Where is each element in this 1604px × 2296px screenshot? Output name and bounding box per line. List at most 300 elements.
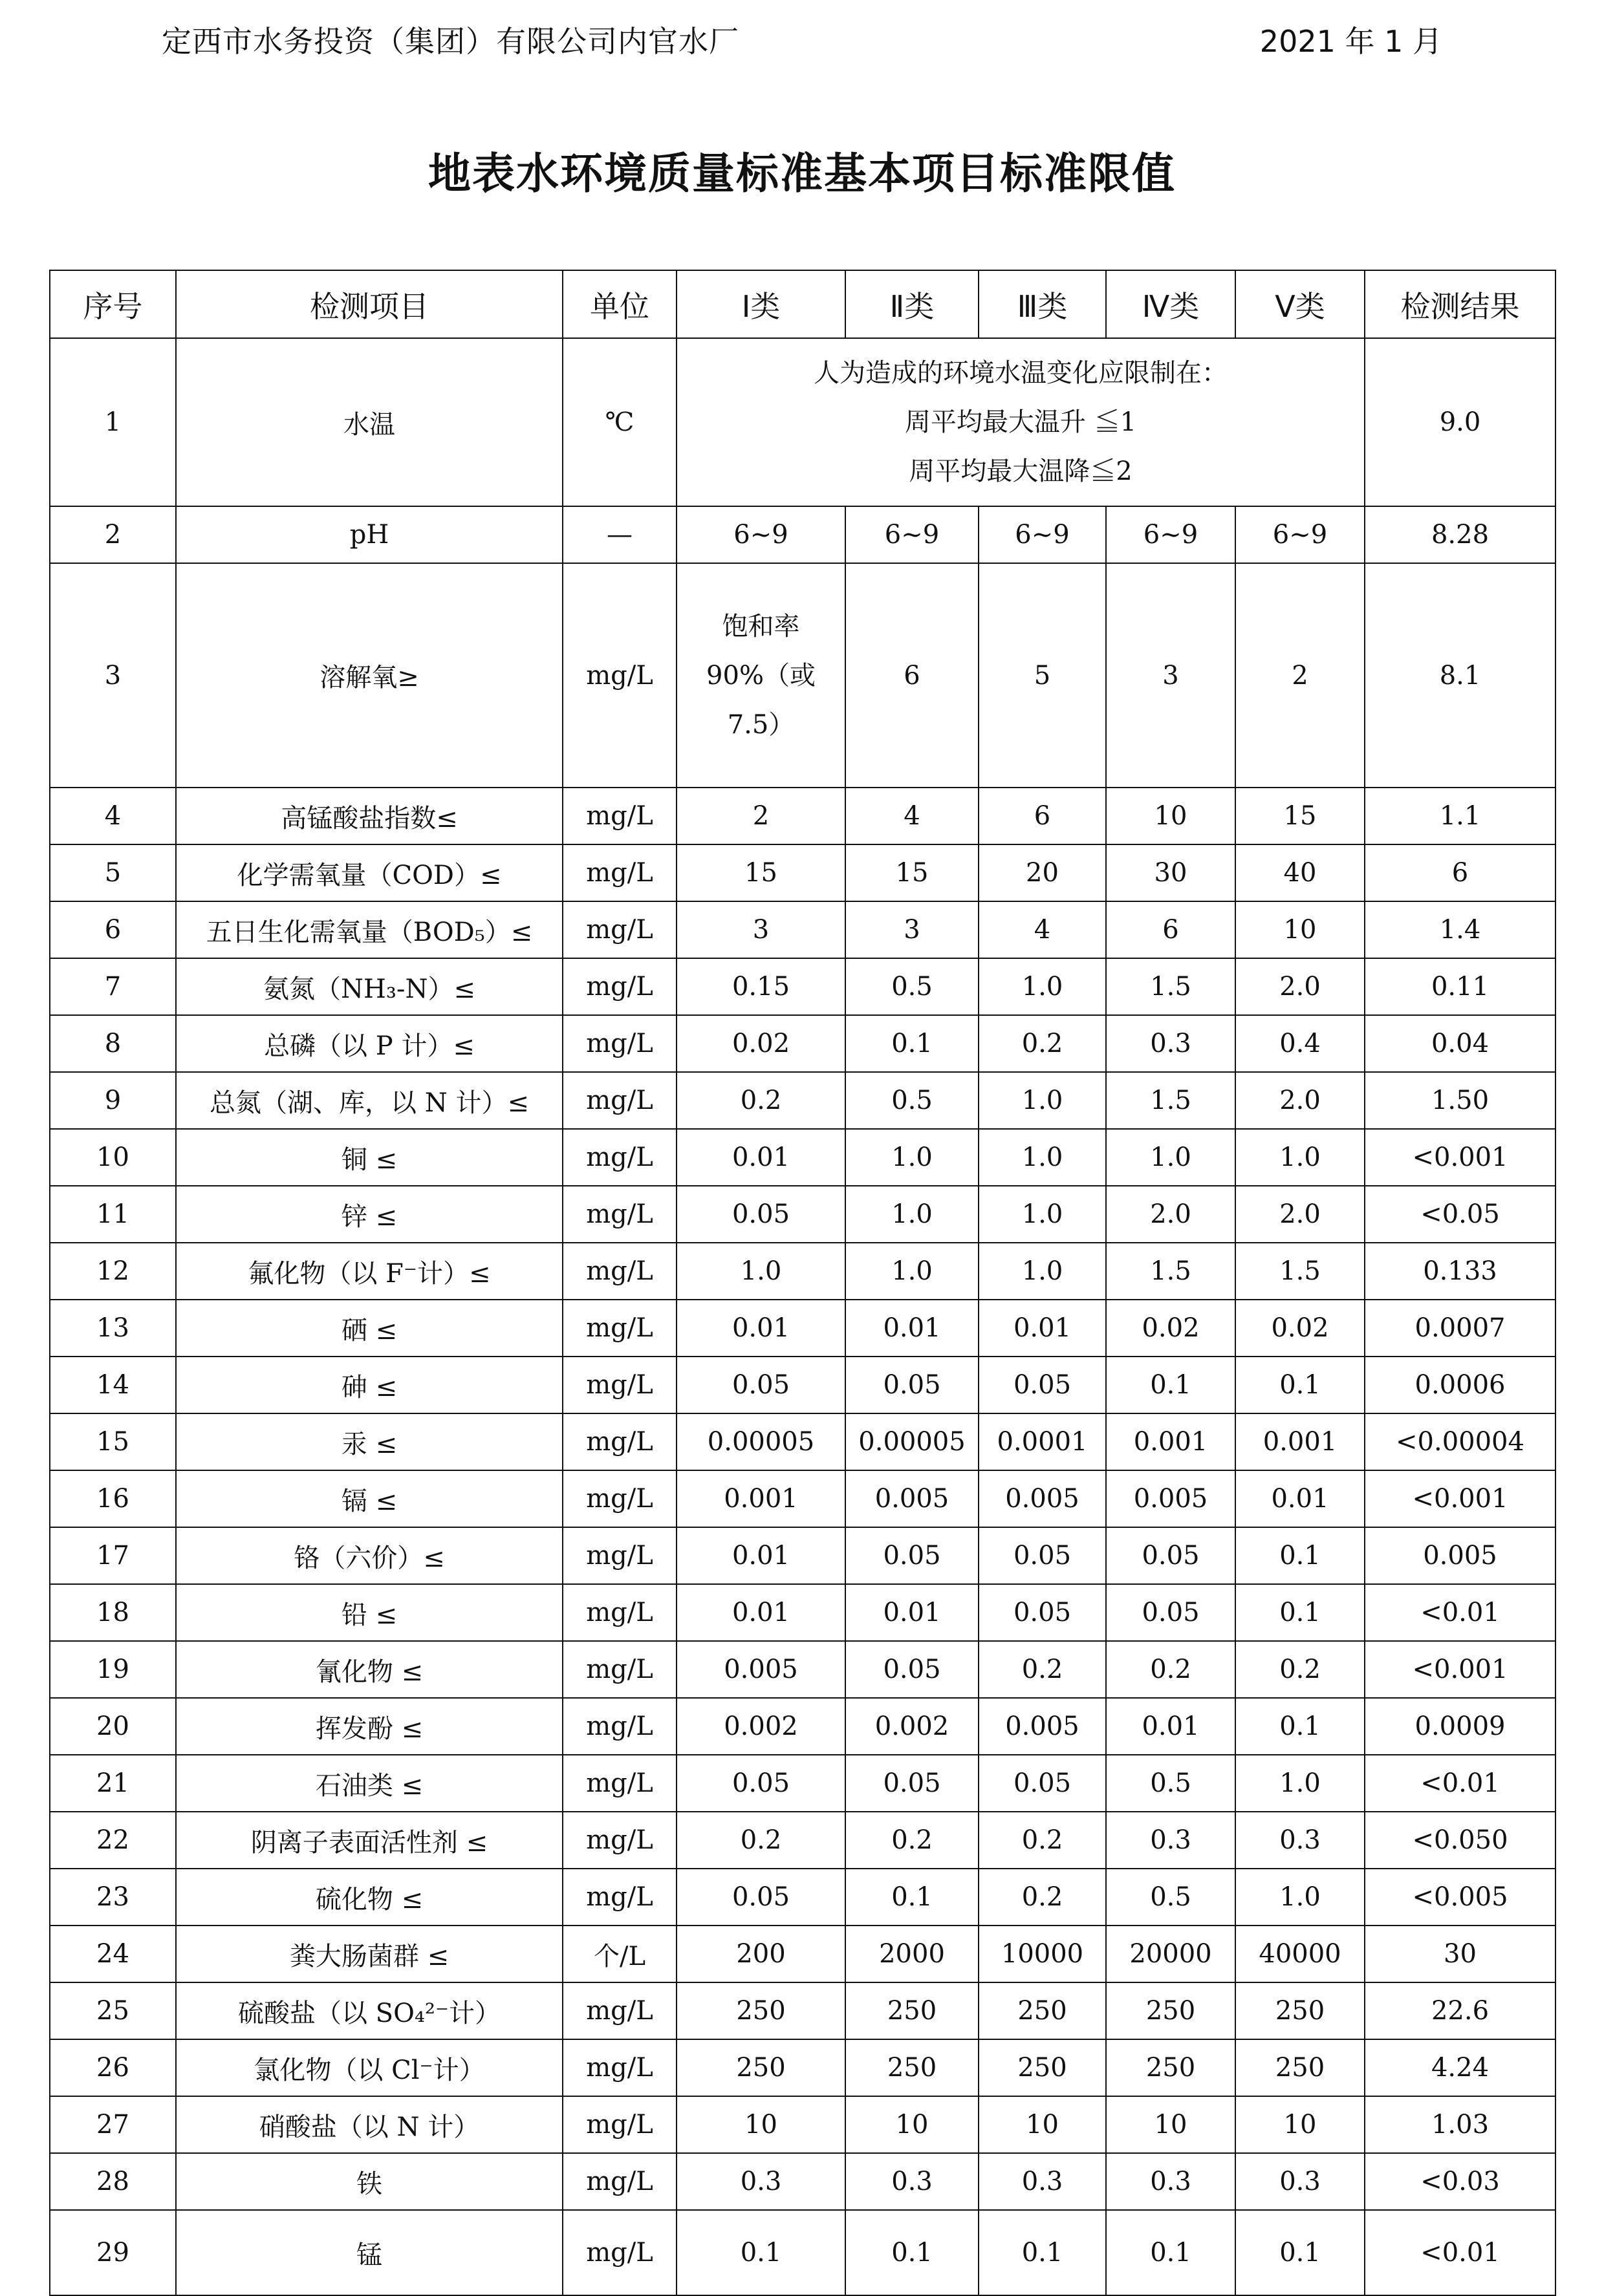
table-row [50, 1641, 1555, 1698]
class-5-limit: 0.1 [1235, 1527, 1365, 1584]
class-4-limit: 1.5 [1106, 958, 1235, 1015]
class-5-limit: 1.0 [1235, 1129, 1365, 1186]
test-item: 汞 ≤ [176, 1413, 563, 1470]
row-number: 4 [50, 788, 176, 844]
class-2-limit: 0.05 [845, 1357, 979, 1413]
class-2-limit: 0.05 [845, 1527, 979, 1584]
test-result: <0.050 [1365, 1812, 1555, 1869]
row-number: 17 [50, 1527, 176, 1584]
class-4-limit: 0.01 [1106, 1698, 1235, 1755]
table-row [50, 1300, 1555, 1357]
row-number: 2 [50, 506, 176, 563]
table-row [50, 2096, 1555, 2153]
class-2-limit: 1.0 [845, 1186, 979, 1243]
test-item: 砷 ≤ [176, 1357, 563, 1413]
class-1-limit: 0.02 [677, 1015, 845, 1072]
test-result: 0.133 [1365, 1243, 1555, 1300]
test-result: <0.01 [1365, 2210, 1555, 2295]
class-1-limit: 0.01 [677, 1300, 845, 1357]
class-5-limit: 6~9 [1235, 506, 1365, 563]
test-item: 阴离子表面活性剂 ≤ [176, 1812, 563, 1869]
class-4-limit: 6~9 [1106, 506, 1235, 563]
column-header: 序号 [50, 270, 176, 338]
class-4-limit: 0.02 [1106, 1300, 1235, 1357]
class-2-limit: 250 [845, 2039, 979, 2096]
class-3-limit: 0.005 [979, 1470, 1106, 1527]
class-1-limit: 200 [677, 1926, 845, 1982]
unit: mg/L [563, 844, 677, 901]
class-4-limit: 0.3 [1106, 1812, 1235, 1869]
class-1-limit: 1.0 [677, 1243, 845, 1300]
class-5-limit: 2.0 [1235, 1186, 1365, 1243]
class-3-limit: 250 [979, 2039, 1106, 2096]
test-item: 化学需氧量（COD）≤ [176, 844, 563, 901]
column-header: 检测项目 [176, 270, 563, 338]
class-5-limit: 0.02 [1235, 1300, 1365, 1357]
row-number: 19 [50, 1641, 176, 1698]
row-number: 14 [50, 1357, 176, 1413]
class-3-limit: 0.1 [979, 2210, 1106, 2295]
limit-line: 90%（或 [706, 660, 816, 691]
test-result: 0.0007 [1365, 1300, 1555, 1357]
class-4-limit: 250 [1106, 2039, 1235, 2096]
unit: mg/L [563, 1812, 677, 1869]
table-row [50, 2039, 1555, 2096]
row-number: 26 [50, 2039, 176, 2096]
class-4-limit: 10 [1106, 2096, 1235, 2153]
class-1-limit: 10 [677, 2096, 845, 2153]
table-row [50, 1755, 1555, 1812]
class-3-limit: 0.05 [979, 1527, 1106, 1584]
class-2-limit: 0.05 [845, 1755, 979, 1812]
class-1-limit: 0.1 [677, 2210, 845, 2295]
unit: mg/L [563, 1869, 677, 1926]
class-5-limit: 1.0 [1235, 1755, 1365, 1812]
unit: mg/L [563, 2153, 677, 2210]
unit: mg/L [563, 1243, 677, 1300]
test-item: 高锰酸盐指数≤ [176, 788, 563, 844]
test-item: 铁 [176, 2153, 563, 2210]
test-result: 30 [1365, 1926, 1555, 1982]
class-1-limit: 0.3 [677, 2153, 845, 2210]
note-line: 周平均最大温降≦2 [909, 456, 1133, 486]
class-2-limit: 1.0 [845, 1129, 979, 1186]
class-3-limit: 0.2 [979, 1641, 1106, 1698]
class-3-limit: 250 [979, 1982, 1106, 2039]
unit: ℃ [563, 338, 677, 506]
table-row [50, 338, 1555, 506]
class-3-limit: 0.005 [979, 1698, 1106, 1755]
class-2-limit: 0.3 [845, 2153, 979, 2210]
table-row [50, 788, 1555, 844]
test-item: 铜 ≤ [176, 1129, 563, 1186]
test-result: <0.01 [1365, 1584, 1555, 1641]
table-row [50, 2210, 1555, 2295]
class-2-limit: 6 [845, 563, 979, 788]
class-4-limit: 6 [1106, 901, 1235, 958]
class-5-limit: 15 [1235, 788, 1365, 844]
class-2-limit: 0.002 [845, 1698, 979, 1755]
class-4-limit: 0.1 [1106, 1357, 1235, 1413]
unit: mg/L [563, 1698, 677, 1755]
column-header: Ⅲ类 [979, 270, 1106, 338]
class-3-limit: 0.3 [979, 2153, 1106, 2210]
column-header: Ⅱ类 [845, 270, 979, 338]
test-result: <0.001 [1365, 1470, 1555, 1527]
class-5-limit: 1.0 [1235, 1869, 1365, 1926]
row-number: 11 [50, 1186, 176, 1243]
class-3-limit: 0.2 [979, 1869, 1106, 1926]
test-item: 氨氮（NH₃-N）≤ [176, 958, 563, 1015]
class-5-limit: 40 [1235, 844, 1365, 901]
class-5-limit: 40000 [1235, 1926, 1365, 1982]
class-1-limit: 250 [677, 1982, 845, 2039]
class-1-limit: 0.05 [677, 1357, 845, 1413]
class-5-limit: 250 [1235, 2039, 1365, 2096]
class-2-limit: 0.005 [845, 1470, 979, 1527]
class-5-limit: 10 [1235, 901, 1365, 958]
unit: mg/L [563, 2096, 677, 2153]
test-result: 0.0009 [1365, 1698, 1555, 1755]
column-header: Ⅳ类 [1106, 270, 1235, 338]
test-result: 22.6 [1365, 1982, 1555, 2039]
unit: mg/L [563, 1015, 677, 1072]
test-item: 镉 ≤ [176, 1470, 563, 1527]
class-5-limit: 0.3 [1235, 2153, 1365, 2210]
water-temperature-note [677, 338, 1365, 506]
test-item: 硫化物 ≤ [176, 1869, 563, 1926]
row-number: 23 [50, 1869, 176, 1926]
class-3-limit: 0.0001 [979, 1413, 1106, 1470]
unit: 个/L [563, 1926, 677, 1982]
test-item: 粪大肠菌群 ≤ [176, 1926, 563, 1982]
table-row [50, 1926, 1555, 1982]
class-3-limit: 0.01 [979, 1300, 1106, 1357]
class-1-limit: 0.002 [677, 1698, 845, 1755]
class-2-limit: 0.2 [845, 1812, 979, 1869]
class-2-limit: 0.01 [845, 1584, 979, 1641]
test-item: 水温 [176, 338, 563, 506]
test-item: pH [176, 506, 563, 563]
test-item: 硫酸盐（以 SO₄²⁻计） [176, 1982, 563, 2039]
unit: mg/L [563, 1186, 677, 1243]
test-item: 氯化物（以 Cl⁻计） [176, 2039, 563, 2096]
unit: mg/L [563, 2039, 677, 2096]
class-2-limit: 0.1 [845, 2210, 979, 2295]
page-title: 地表水环境质量标准基本项目标准限值 [428, 149, 1176, 198]
row-number: 9 [50, 1072, 176, 1129]
class-1-limit: 3 [677, 901, 845, 958]
row-number: 3 [50, 563, 176, 788]
test-result: 8.28 [1365, 506, 1555, 563]
unit: mg/L [563, 1129, 677, 1186]
test-result: 1.50 [1365, 1072, 1555, 1129]
class-4-limit: 0.3 [1106, 1015, 1235, 1072]
table-row [50, 1698, 1555, 1755]
class-2-limit: 0.01 [845, 1300, 979, 1357]
row-number: 16 [50, 1470, 176, 1527]
test-item: 铬（六价）≤ [176, 1527, 563, 1584]
class-4-limit: 0.2 [1106, 1641, 1235, 1698]
table-row [50, 844, 1555, 901]
column-header: Ⅴ类 [1235, 270, 1365, 338]
unit: mg/L [563, 1470, 677, 1527]
test-item: 溶解氧≥ [176, 563, 563, 788]
test-result: 1.1 [1365, 788, 1555, 844]
table-row [50, 1015, 1555, 1072]
table-row [50, 1129, 1555, 1186]
class-1-limit: 0.01 [677, 1527, 845, 1584]
row-number: 27 [50, 2096, 176, 2153]
class-2-limit: 1.0 [845, 1243, 979, 1300]
table-header-row [50, 270, 1555, 338]
row-number: 18 [50, 1584, 176, 1641]
class-5-limit: 0.1 [1235, 1357, 1365, 1413]
class-1-limit: 6~9 [677, 506, 845, 563]
class-1-limit: 0.00005 [677, 1413, 845, 1470]
test-result: 1.4 [1365, 901, 1555, 958]
class-2-limit: 0.1 [845, 1015, 979, 1072]
row-number: 15 [50, 1413, 176, 1470]
class-2-limit: 0.00005 [845, 1413, 979, 1470]
class-4-limit: 0.5 [1106, 1755, 1235, 1812]
class-5-limit: 2.0 [1235, 958, 1365, 1015]
test-item: 硒 ≤ [176, 1300, 563, 1357]
test-result: <0.01 [1365, 1755, 1555, 1812]
class-5-limit: 0.1 [1235, 2210, 1365, 2295]
table-row [50, 901, 1555, 958]
unit: mg/L [563, 1755, 677, 1812]
unit: mg/L [563, 1072, 677, 1129]
test-item: 总氮（湖、库，以 N 计）≤ [176, 1072, 563, 1129]
row-number: 21 [50, 1755, 176, 1812]
class-3-limit: 6 [979, 788, 1106, 844]
row-number: 12 [50, 1243, 176, 1300]
test-item: 挥发酚 ≤ [176, 1698, 563, 1755]
unit: mg/L [563, 901, 677, 958]
class-1-limit: 0.01 [677, 1129, 845, 1186]
class-2-limit: 15 [845, 844, 979, 901]
row-number: 22 [50, 1812, 176, 1869]
class-3-limit: 10 [979, 2096, 1106, 2153]
row-number: 10 [50, 1129, 176, 1186]
test-result: 8.1 [1365, 563, 1555, 788]
row-number: 29 [50, 2210, 176, 2295]
class-3-limit: 1.0 [979, 1072, 1106, 1129]
class-2-limit: 0.5 [845, 1072, 979, 1129]
table-row [50, 1413, 1555, 1470]
unit: mg/L [563, 563, 677, 788]
row-number: 25 [50, 1982, 176, 2039]
organization-name: 定西市水务投资（集团）有限公司内官水厂 [162, 24, 739, 59]
test-result: 6 [1365, 844, 1555, 901]
row-number: 7 [50, 958, 176, 1015]
class-4-limit: 1.5 [1106, 1243, 1235, 1300]
test-item: 锰 [176, 2210, 563, 2295]
class-5-limit: 0.4 [1235, 1015, 1365, 1072]
class-2-limit: 2000 [845, 1926, 979, 1982]
class-5-limit: 0.01 [1235, 1470, 1365, 1527]
unit: mg/L [563, 788, 677, 844]
class-4-limit: 0.05 [1106, 1584, 1235, 1641]
class-4-limit: 20000 [1106, 1926, 1235, 1982]
class-3-limit: 0.05 [979, 1755, 1106, 1812]
test-item: 锌 ≤ [176, 1186, 563, 1243]
class-3-limit: 4 [979, 901, 1106, 958]
test-result: <0.001 [1365, 1129, 1555, 1186]
class-2-limit: 250 [845, 1982, 979, 2039]
table-row [50, 1584, 1555, 1641]
row-number: 1 [50, 338, 176, 506]
class-5-limit: 0.1 [1235, 1584, 1365, 1641]
class-1-limit: 0.001 [677, 1470, 845, 1527]
test-item: 铅 ≤ [176, 1584, 563, 1641]
class-4-limit: 10 [1106, 788, 1235, 844]
test-item: 氟化物（以 F⁻计）≤ [176, 1243, 563, 1300]
row-number: 6 [50, 901, 176, 958]
class-4-limit: 0.1 [1106, 2210, 1235, 2295]
class-2-limit: 6~9 [845, 506, 979, 563]
class-4-limit: 1.0 [1106, 1129, 1235, 1186]
class-4-limit: 0.05 [1106, 1527, 1235, 1584]
class-1-limit: 0.15 [677, 958, 845, 1015]
test-item: 总磷（以 P 计）≤ [176, 1015, 563, 1072]
class-1-limit: 0.05 [677, 1755, 845, 1812]
class-3-limit: 5 [979, 563, 1106, 788]
test-result: 1.03 [1365, 2096, 1555, 2153]
test-result: <0.005 [1365, 1869, 1555, 1926]
class-3-limit: 10000 [979, 1926, 1106, 1982]
class-1-limit: 2 [677, 788, 845, 844]
class-3-limit: 1.0 [979, 1243, 1106, 1300]
test-item: 石油类 ≤ [176, 1755, 563, 1812]
note-line: 周平均最大温升 ≦1 [904, 407, 1137, 437]
test-result: <0.00004 [1365, 1413, 1555, 1470]
class-4-limit: 0.001 [1106, 1413, 1235, 1470]
class-1-limit: 0.05 [677, 1186, 845, 1243]
unit: mg/L [563, 1982, 677, 2039]
class-4-limit: 250 [1106, 1982, 1235, 2039]
test-item: 氰化物 ≤ [176, 1641, 563, 1698]
row-number: 20 [50, 1698, 176, 1755]
test-result: 4.24 [1365, 2039, 1555, 2096]
class-2-limit: 0.1 [845, 1869, 979, 1926]
class-1-limit: 0.01 [677, 1584, 845, 1641]
row-number: 5 [50, 844, 176, 901]
class-4-limit: 0.005 [1106, 1470, 1235, 1527]
class-1-limit: 0.2 [677, 1072, 845, 1129]
class-3-limit: 6~9 [979, 506, 1106, 563]
table-row [50, 1243, 1555, 1300]
class-3-limit: 1.0 [979, 958, 1106, 1015]
class-5-limit: 0.1 [1235, 1698, 1365, 1755]
table-row [50, 2153, 1555, 2210]
class-1-limit: 250 [677, 2039, 845, 2096]
limit-line: 饱和率 [722, 611, 800, 641]
class-1-limit [677, 563, 845, 788]
row-number: 8 [50, 1015, 176, 1072]
limit-line: 7.5） [727, 709, 795, 740]
class-5-limit: 0.001 [1235, 1413, 1365, 1470]
class-2-limit: 4 [845, 788, 979, 844]
test-item: 五日生化需氧量（BOD₅）≤ [176, 901, 563, 958]
unit: mg/L [563, 1300, 677, 1357]
table-row [50, 1869, 1555, 1926]
document-date: 2021 年 1 月 [1259, 24, 1442, 59]
class-5-limit: 250 [1235, 1982, 1365, 2039]
table-row [50, 1982, 1555, 2039]
unit: mg/L [563, 1413, 677, 1470]
class-2-limit: 10 [845, 2096, 979, 2153]
test-result: 0.04 [1365, 1015, 1555, 1072]
row-number: 13 [50, 1300, 176, 1357]
unit: mg/L [563, 958, 677, 1015]
test-result: 0.0006 [1365, 1357, 1555, 1413]
class-2-limit: 3 [845, 901, 979, 958]
column-header: Ⅰ类 [677, 270, 845, 338]
table-row [50, 1186, 1555, 1243]
unit: mg/L [563, 1584, 677, 1641]
class-2-limit: 0.05 [845, 1641, 979, 1698]
unit: mg/L [563, 1641, 677, 1698]
class-5-limit: 10 [1235, 2096, 1365, 2153]
class-5-limit: 0.3 [1235, 1812, 1365, 1869]
table-row [50, 506, 1555, 563]
unit: mg/L [563, 1357, 677, 1413]
table-row [50, 1527, 1555, 1584]
class-1-limit: 0.005 [677, 1641, 845, 1698]
table-row [50, 563, 1555, 788]
test-result: <0.001 [1365, 1641, 1555, 1698]
class-3-limit: 0.2 [979, 1015, 1106, 1072]
class-3-limit: 0.05 [979, 1357, 1106, 1413]
row-number: 24 [50, 1926, 176, 1982]
test-result: 0.005 [1365, 1527, 1555, 1584]
standards-table [49, 270, 1556, 2296]
test-item: 硝酸盐（以 N 计） [176, 2096, 563, 2153]
class-1-limit: 0.05 [677, 1869, 845, 1926]
class-3-limit: 1.0 [979, 1129, 1106, 1186]
class-3-limit: 0.2 [979, 1812, 1106, 1869]
class-1-limit: 0.2 [677, 1812, 845, 1869]
class-3-limit: 0.05 [979, 1584, 1106, 1641]
class-2-limit: 0.5 [845, 958, 979, 1015]
unit: — [563, 506, 677, 563]
test-result: <0.05 [1365, 1186, 1555, 1243]
class-4-limit: 30 [1106, 844, 1235, 901]
test-result: 0.11 [1365, 958, 1555, 1015]
unit: mg/L [563, 2210, 677, 2295]
class-3-limit: 20 [979, 844, 1106, 901]
test-result: <0.03 [1365, 2153, 1555, 2210]
class-3-limit: 1.0 [979, 1186, 1106, 1243]
class-5-limit: 0.2 [1235, 1641, 1365, 1698]
table-row [50, 1072, 1555, 1129]
column-header: 检测结果 [1365, 270, 1555, 338]
class-4-limit: 0.3 [1106, 2153, 1235, 2210]
class-5-limit: 1.5 [1235, 1243, 1365, 1300]
table-row [50, 958, 1555, 1015]
table-row [50, 1470, 1555, 1527]
table-row [50, 1357, 1555, 1413]
unit: mg/L [563, 1527, 677, 1584]
class-4-limit: 2.0 [1106, 1186, 1235, 1243]
class-5-limit: 2 [1235, 563, 1365, 788]
note-line: 人为造成的环境水温变化应限制在： [814, 358, 1228, 388]
table-row [50, 1812, 1555, 1869]
class-4-limit: 0.5 [1106, 1869, 1235, 1926]
test-result: 9.0 [1365, 338, 1555, 506]
